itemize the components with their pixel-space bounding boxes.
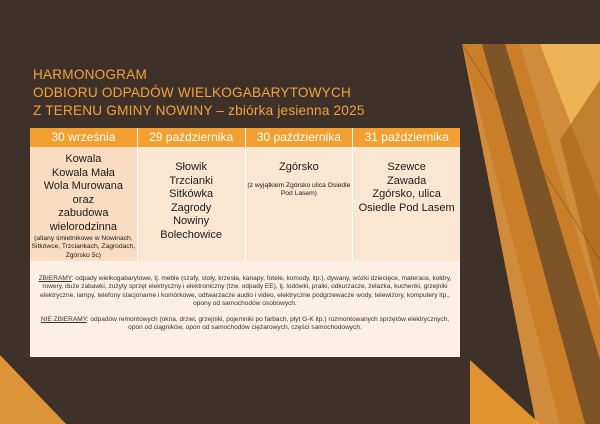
- location-name: Zagrody: [170, 201, 212, 214]
- location-name: Sitkówka: [169, 188, 214, 200]
- date-header: 30 października: [246, 128, 354, 147]
- location-name: Kowala: [65, 153, 102, 165]
- locations-cell: [30, 147, 138, 261]
- date-header: 29 października: [138, 128, 246, 147]
- corner-triangle: [0, 355, 66, 424]
- location-name: Szewce: [387, 161, 426, 173]
- locations-cell: [353, 147, 460, 261]
- locations-row: [30, 147, 460, 261]
- location-name: wielorodzinna: [49, 220, 117, 233]
- location-name: Trzcianki: [169, 174, 213, 187]
- collected-label: ZBIERAMY: [38, 275, 72, 282]
- location-note: (altany śmietnikowe w Nowinach, Sitkówce, Trzciankach, Zagrodach, Zgórsko 5c): [31, 235, 136, 259]
- document-title: [33, 66, 365, 120]
- not-collected-text: : odpadów remontowych (okna, drzwi, grzejniki, pojemniki po farbach, płyt G-K itp.) rozmontowanych sprzętów elektrycznych, opon od ciągników, opon od samochodów ciężarowych, części samochodowych.: [86, 315, 450, 332]
- title-line-2: ODBIORU ODPADÓW WIELKOGABARYTOWYCH: [33, 85, 351, 100]
- date-header: 30 września: [30, 128, 138, 147]
- collected-text: : odpady wielkogabarytowe, tj. meble (szafy, stoły, krzesła, kanapy, fotele, komody, itp.), dywany, wózki dziecięce, materace, kołdry, rowery, duże zabawki, zużyty sprzęt elektryczny i elektroniczny (tzw. odpady EE), tj. lodówki, pralki, odkurzacze, żelazka, kuchenki, grzejniki elektryczne, lampy, telefony stacjonarne i komórkowe, odtwarzacze audio i video, elektryczne podgrzewacze wody, telewizory, komputery itp., opony od samochodów osobowych.: [40, 275, 452, 308]
- collected-info: [38, 275, 452, 309]
- not-collected-info: [38, 316, 452, 333]
- locations-cell: [246, 147, 354, 261]
- date-header: 31 października: [364, 130, 449, 144]
- locations-cell: [138, 147, 246, 261]
- date-header-row: [30, 128, 460, 147]
- location-name: zabudowa: [58, 207, 109, 219]
- location-name: Słowik: [175, 161, 208, 173]
- location-name: Zgórsko, ulica: [372, 188, 441, 200]
- not-collected-label: NIE ZBIERAMY: [40, 315, 87, 323]
- location-note: (z wyjątkiem Zgórsko ulica Osiedle Pod Lasem): [247, 181, 351, 197]
- location-name: Zgórsko: [279, 161, 319, 173]
- location-name: Nowiny: [173, 215, 210, 227]
- location-name: Bolechowice: [160, 228, 222, 241]
- location-name: Kowala Mała: [51, 166, 115, 179]
- location-name: Wola Murowana: [43, 180, 124, 192]
- location-name: Zawada: [387, 174, 427, 187]
- title-line-3: Z TERENU GMINY NOWINY – zbiórka jesienna 2025: [33, 103, 365, 118]
- waste-info: [30, 261, 460, 357]
- title-line-1: HARMONOGRAM: [33, 67, 147, 82]
- location-name: oraz: [72, 193, 95, 206]
- location-name: Osiedle Pod Lasem: [358, 201, 455, 214]
- schedule-table: [30, 128, 460, 357]
